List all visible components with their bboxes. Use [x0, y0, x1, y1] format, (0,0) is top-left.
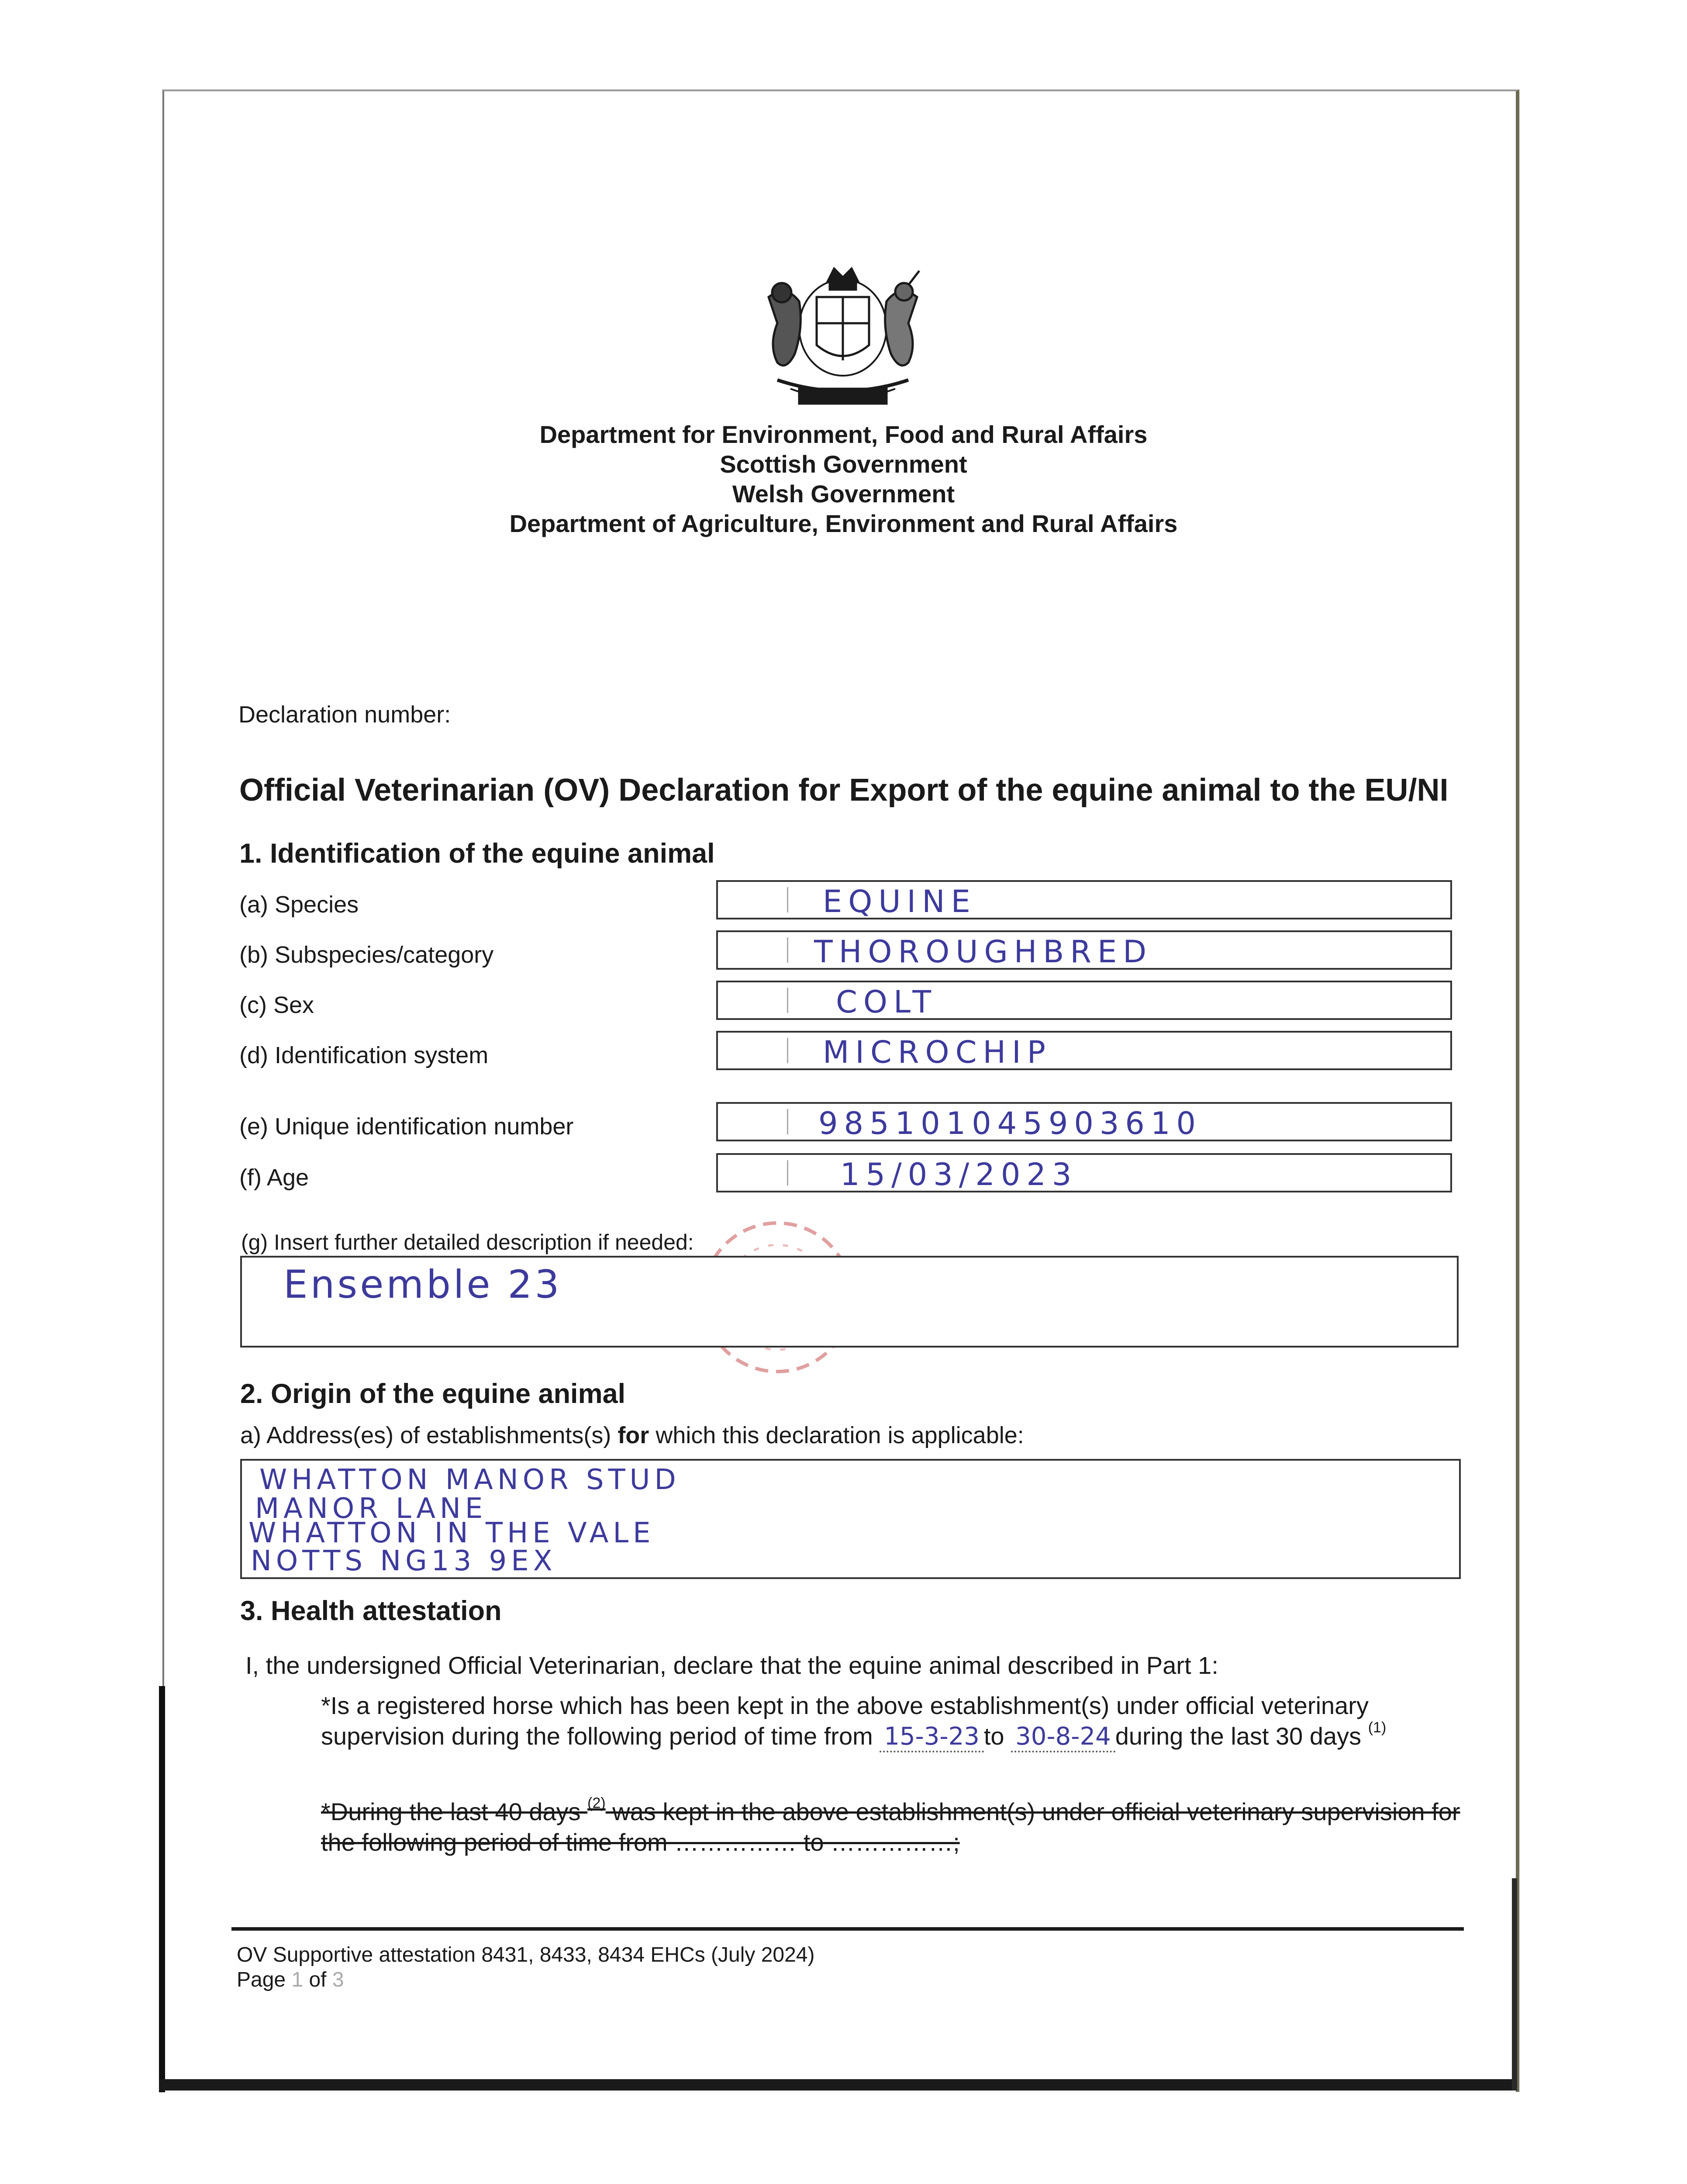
header-defra: Department for Environment, Food and Rural Affairs: [539, 421, 1148, 448]
age-field[interactable]: [716, 1153, 1452, 1192]
description-value: Ensemble 23: [283, 1262, 562, 1307]
identification-system-label: (d) Identification system: [239, 1042, 489, 1068]
age-label: (f) Age: [239, 1165, 309, 1191]
page-number: Page 1 of 3: [237, 1968, 344, 1991]
footer-reference: OV Supportive attestation 8431, 8433, 8434 EHCs (July 2024): [237, 1943, 815, 1966]
footer-rule: [231, 1927, 1464, 1931]
address-line-4: NOTTS NG13 9EX: [251, 1545, 557, 1577]
subspecies-value: THOROUGHBRED: [814, 934, 1153, 970]
health-item2-line1: *During the last 40 days $^{(2)}$ was kept in the above establishment(s) under official veterinary supervision for: [321, 1795, 1460, 1825]
species-field[interactable]: [716, 880, 1452, 919]
sex-value: COLT: [836, 984, 938, 1020]
sex-label: (c) Sex: [239, 992, 314, 1018]
section1-heading: 1. Identification of the equine animal: [239, 838, 715, 869]
age-value: 15/03/2023: [840, 1157, 1078, 1192]
from-date: 15-3-23: [880, 1722, 984, 1752]
document-title: Official Veterinarian (OV) Declaration for Export of the equine animal to the EU/NI: [239, 773, 1449, 808]
species-value: EQUINE: [823, 884, 976, 919]
address-field[interactable]: [240, 1459, 1461, 1579]
scan-edge-right: [1512, 1878, 1517, 2091]
sex-field[interactable]: [716, 981, 1452, 1020]
identification-system-value: MICROCHIP: [823, 1034, 1052, 1070]
address-line-2: MANOR LANE: [255, 1493, 487, 1525]
address-label: a) Address(es) of establishments(s) for which this declaration is applicable:: [240, 1422, 1024, 1448]
scan-edge-bottom: [159, 2079, 1516, 2091]
health-intro: I, the undersigned Official Veterinarian, declare that the equine animal described in Part 1:: [245, 1652, 1218, 1679]
header-scottish-government: Scottish Government: [720, 450, 967, 478]
identification-system-field[interactable]: [716, 1031, 1452, 1070]
uid-value: 985101045903610: [818, 1106, 1202, 1141]
uid-field[interactable]: [716, 1102, 1452, 1141]
description-label: (g) Insert further detailed description if needed:: [241, 1230, 694, 1254]
health-item2-line2: the following period of time from …………… to ……………;: [321, 1828, 960, 1856]
subspecies-field[interactable]: [716, 930, 1452, 970]
uid-label: (e) Unique identification number: [239, 1113, 574, 1140]
subspecies-label: (b) Subspecies/category: [239, 942, 494, 968]
address-line-3: WHATTON IN THE VALE: [248, 1517, 655, 1549]
declaration-number-label: Declaration number:: [238, 702, 451, 728]
royal-coat-of-arms-icon: [751, 258, 935, 415]
health-item1-line1: *Is a registered horse which has been kept in the above establishment(s) under official veterinary: [321, 1692, 1369, 1719]
health-item1-line2: supervision during the following period of time from 15-3-23 to 30-8-24 during the last 30 days $^{(1)}$: [321, 1722, 1386, 1751]
section3-heading: 3. Health attestation: [240, 1596, 502, 1626]
description-field[interactable]: [240, 1256, 1459, 1348]
to-date: 30-8-24: [1011, 1722, 1115, 1752]
section2-heading: 2. Origin of the equine animal: [240, 1379, 626, 1409]
header-welsh-government: Welsh Government: [732, 480, 955, 508]
header-daera: Department of Agriculture, Environment and Rural Affairs: [509, 510, 1178, 537]
species-label: (a) Species: [239, 892, 359, 918]
address-line-1: WHATTON MANOR STUD: [259, 1464, 680, 1496]
scan-edge-left: [159, 1686, 165, 2092]
